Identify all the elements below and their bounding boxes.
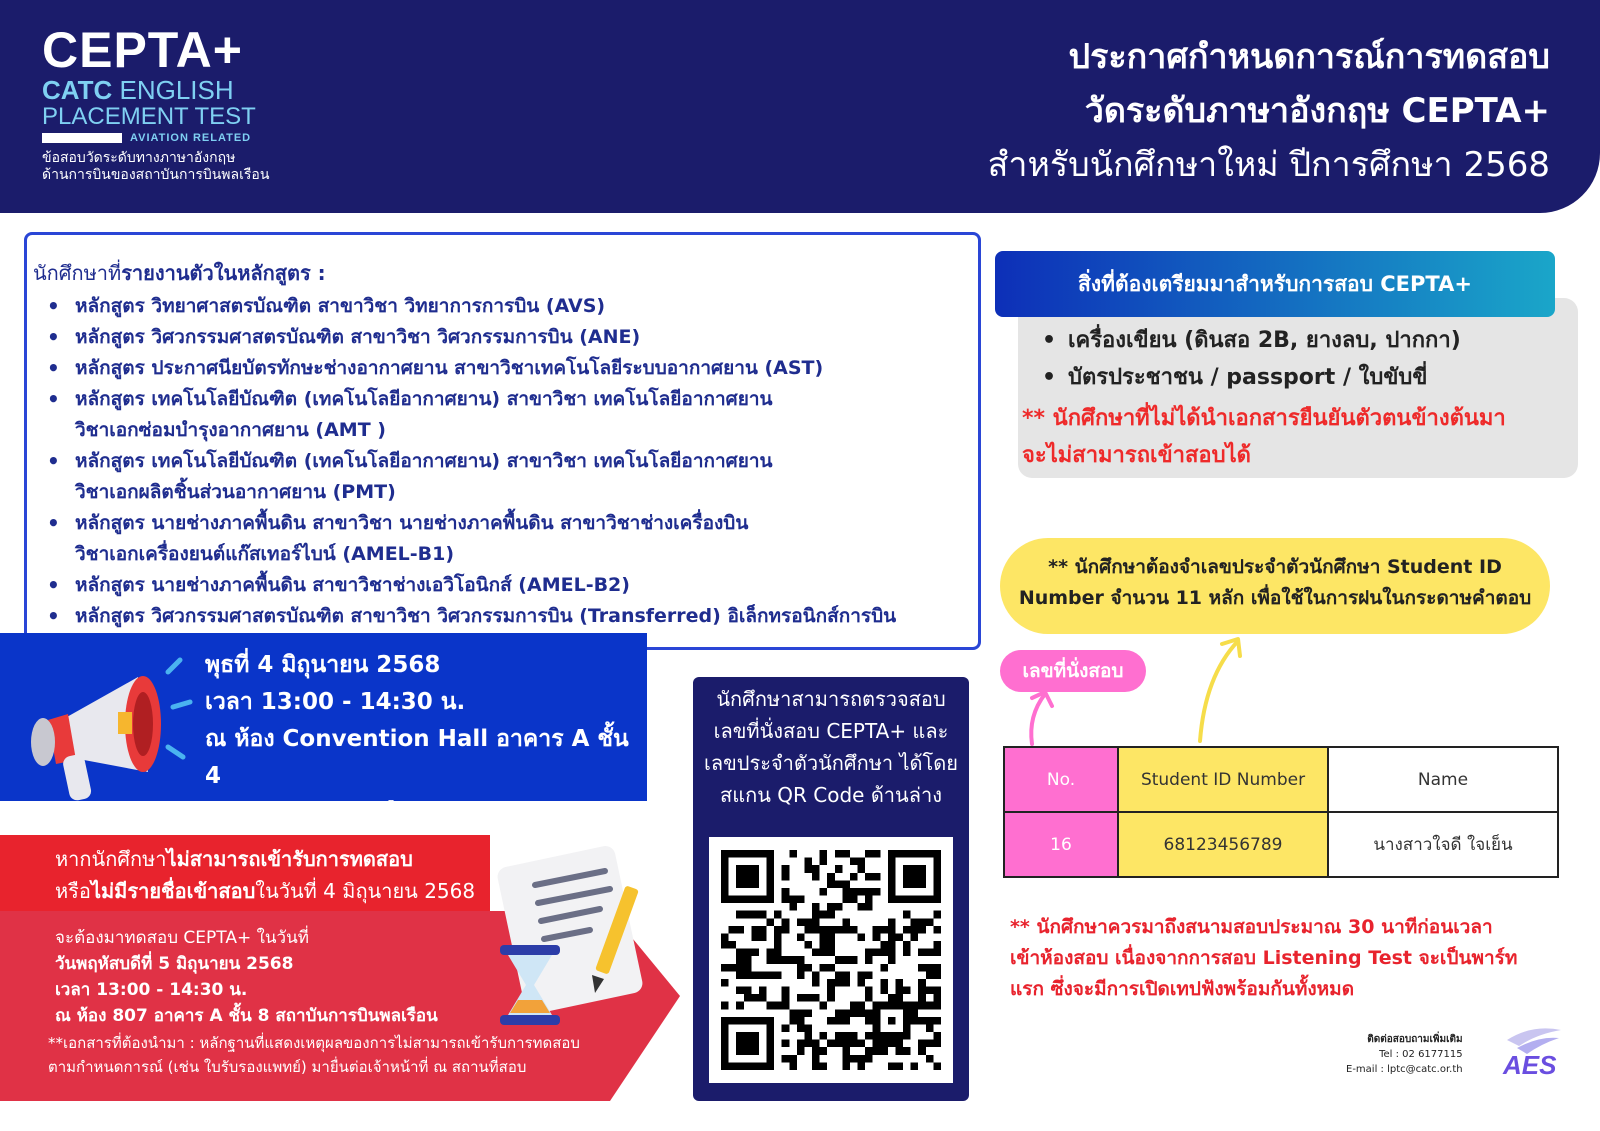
list-item: • หลักสูตร วิทยาศาสตรบัณฑิต สาขาวิชา วิทยาการการบิน (AVS) (33, 291, 968, 322)
cepta-logo (42, 24, 269, 184)
schedule-time: เวลา 13:00 - 14:30 น. (205, 689, 466, 715)
logo-bar (42, 132, 269, 144)
header-banner (0, 0, 1600, 213)
list-item: • บัตรประชาชน / passport / ใบขับขี่ (1038, 359, 1461, 396)
qr-code-icon[interactable] (709, 837, 953, 1083)
table-cell-student-id: 68123456789 (1118, 812, 1328, 877)
table-cell-no: 16 (1004, 812, 1118, 877)
megaphone-icon (18, 652, 193, 812)
list-item: • เครื่องเขียน (ดินสอ 2B, ยางลบ, ปากกา) (1038, 322, 1461, 359)
schedule-place: สถาบันการบินพลเรือน (205, 800, 425, 826)
schedule-date: พุธที่ 4 มิถุนายน 2568 (205, 652, 441, 678)
absent-notice-header: หากนักศึกษาไม่สามารถเข้ารับการทดสอบ หรือไม่มีรายชื่อเข้าสอบในวันที่ 4 มิถุนายน 2568 (0, 835, 490, 911)
list-item: • หลักสูตร วิศวกรรมศาสตรบัณฑิต สาขาวิชา วิศวกรรมการบิน (ANE) (33, 322, 968, 353)
qr-instructions: นักศึกษาสามารถตรวจสอบ เลขที่นั่งสอบ CEPTA+ และ เลขประจำตัวนักศึกษา ได้โดย สแกน QR Code ด้านล่าง (704, 687, 958, 807)
courses-box (24, 232, 981, 650)
qr-box (693, 677, 969, 1101)
logo-placement: PLACEMENT TEST (42, 103, 256, 130)
list-item: • หลักสูตร เทคโนโลยีบัณฑิต (เทคโนโลยีอากาศยาน) สาขาวิชา เทคโนโลยีอากาศยาน วิชาเอกซ่อมบำรุงอากาศยาน (AMT ) (33, 384, 968, 446)
page-title: ประกาศกำหนดการณ์การทดสอบ วัดระดับภาษาอังกฤษ CEPTA+ สำหรับนักศึกษาใหม่ ปีการศึกษา 2568 (987, 37, 1550, 185)
bring-heading: สิ่งที่ต้องเตรียมมาสำหรับการสอบ CEPTA+ (995, 251, 1555, 317)
logo-thai: ข้อสอบวัดระดับทางภาษาอังกฤษ ด้านการบินของสถาบันการบินพลเรือน (42, 150, 270, 183)
table-cell-name: นางสาวใจดี ใจเย็น (1328, 812, 1558, 877)
document-hourglass-icon (480, 845, 660, 1030)
table-row (1004, 747, 1558, 812)
list-item: • หลักสูตร เทคโนโลยีบัณฑิต (เทคโนโลยีอากาศยาน) สาขาวิชา เทคโนโลยีอากาศยาน วิชาเอกผลิตชิ้นส่วนอากาศยาน (PMT) (33, 446, 968, 508)
svg-text:AES: AES (1503, 1050, 1557, 1080)
aes-logo-icon (1497, 1022, 1567, 1080)
contact-email: E-mail : lptc@catc.or.th (1346, 1064, 1463, 1075)
logo-title: CEPTA+ (42, 22, 243, 78)
logo-aviation: AVIATION RELATED (130, 132, 252, 144)
list-item: • หลักสูตร นายช่างภาคพื้นดิน สาขาวิชาช่างเอวิโอนิกส์ (AMEL-B2) (33, 570, 968, 601)
student-id-note: ** นักศึกษาต้องจำเลขประจำตัวนักศึกษา Student ID Number จำนวน 11 หลัก เพื่อใช้ในการฝนในกระดาษคำตอบ (1000, 538, 1550, 634)
schedule-room: ณ ห้อง Convention Hall อาคาร A ชั้น 4 (205, 726, 629, 789)
bring-list (1038, 322, 1461, 396)
courses-list (33, 291, 968, 632)
courses-heading: นักศึกษาที่รายงานตัวในหลักสูตร : (33, 261, 326, 285)
contact-info: ติดต่อสอบถามเพิ่มเติม Tel : 02 6177115 E-mail : lptc@catc.or.th (1346, 1034, 1463, 1075)
list-item: • หลักสูตร วิศวกรรมศาสตรบัณฑิต สาขาวิชา วิศวกรรมการบิน (Transferred) อิเล็กทรอนิกส์การบิน (33, 601, 968, 632)
absent-notice-body: จะต้องมาทดสอบ CEPTA+ ในวันที่ วันพฤหัสบดีที่ 5 มิถุนายน 2568 เวลา 13:00 - 14:30 น. ณ ห้อง 807 อาคาร A ชั้น 8 สถาบันการบินพลเรือน **เอกสารที่ต้องนำมา : หลักฐานที่แสดงเหตุผลของการไม่สามารถเข้ารับการทดสอบ ตามกำหนดการณ์ (เช่น ใบรับรองแพทย์) มายื่นต่อเจ้าหน้าที่ ณ สถานที่สอบ (0, 911, 680, 1101)
list-item: • หลักสูตร ประกาศนียบัตรทักษะช่างอากาศยาน สาขาวิชาเทคโนโลยีระบบอากาศยาน (AST) (33, 353, 968, 384)
table-header-no: No. (1004, 747, 1118, 812)
table-row (1004, 812, 1558, 877)
table-header-student-id: Student ID Number (1118, 747, 1328, 812)
list-item: • หลักสูตร นายช่างภาคพื้นดิน สาขาวิชา นายช่างภาคพื้นดิน สาขาวิชาช่างเครื่องบิน วิชาเอกเครื่องยนต์แก๊สเทอร์ไบน์ (AMEL-B1) (33, 508, 968, 570)
seat-number-label: เลขที่นั่งสอบ (1000, 650, 1146, 692)
bring-warning: ** นักศึกษาที่ไม่ได้นำเอกสารยืนยันตัวตนข้างต้นมา จะไม่สามารถเข้าสอบได้ (1022, 406, 1506, 468)
table-header-name: Name (1328, 747, 1558, 812)
seat-table (1003, 746, 1559, 878)
arrival-note: ** นักศึกษาควรมาถึงสนามสอบประมาณ 30 นาทีก่อนเวลา เข้าห้องสอบ เนื่องจากการสอบ Listening Test จะเป็นพาร์ท แรก ซึ่งจะมีการเปิดเทปฟังพร้อมกันทั้งหมด (1010, 916, 1518, 1000)
contact-tel: Tel : 02 6177115 (1379, 1049, 1463, 1060)
logo-catc-english: CATC ENGLISH (42, 75, 234, 105)
